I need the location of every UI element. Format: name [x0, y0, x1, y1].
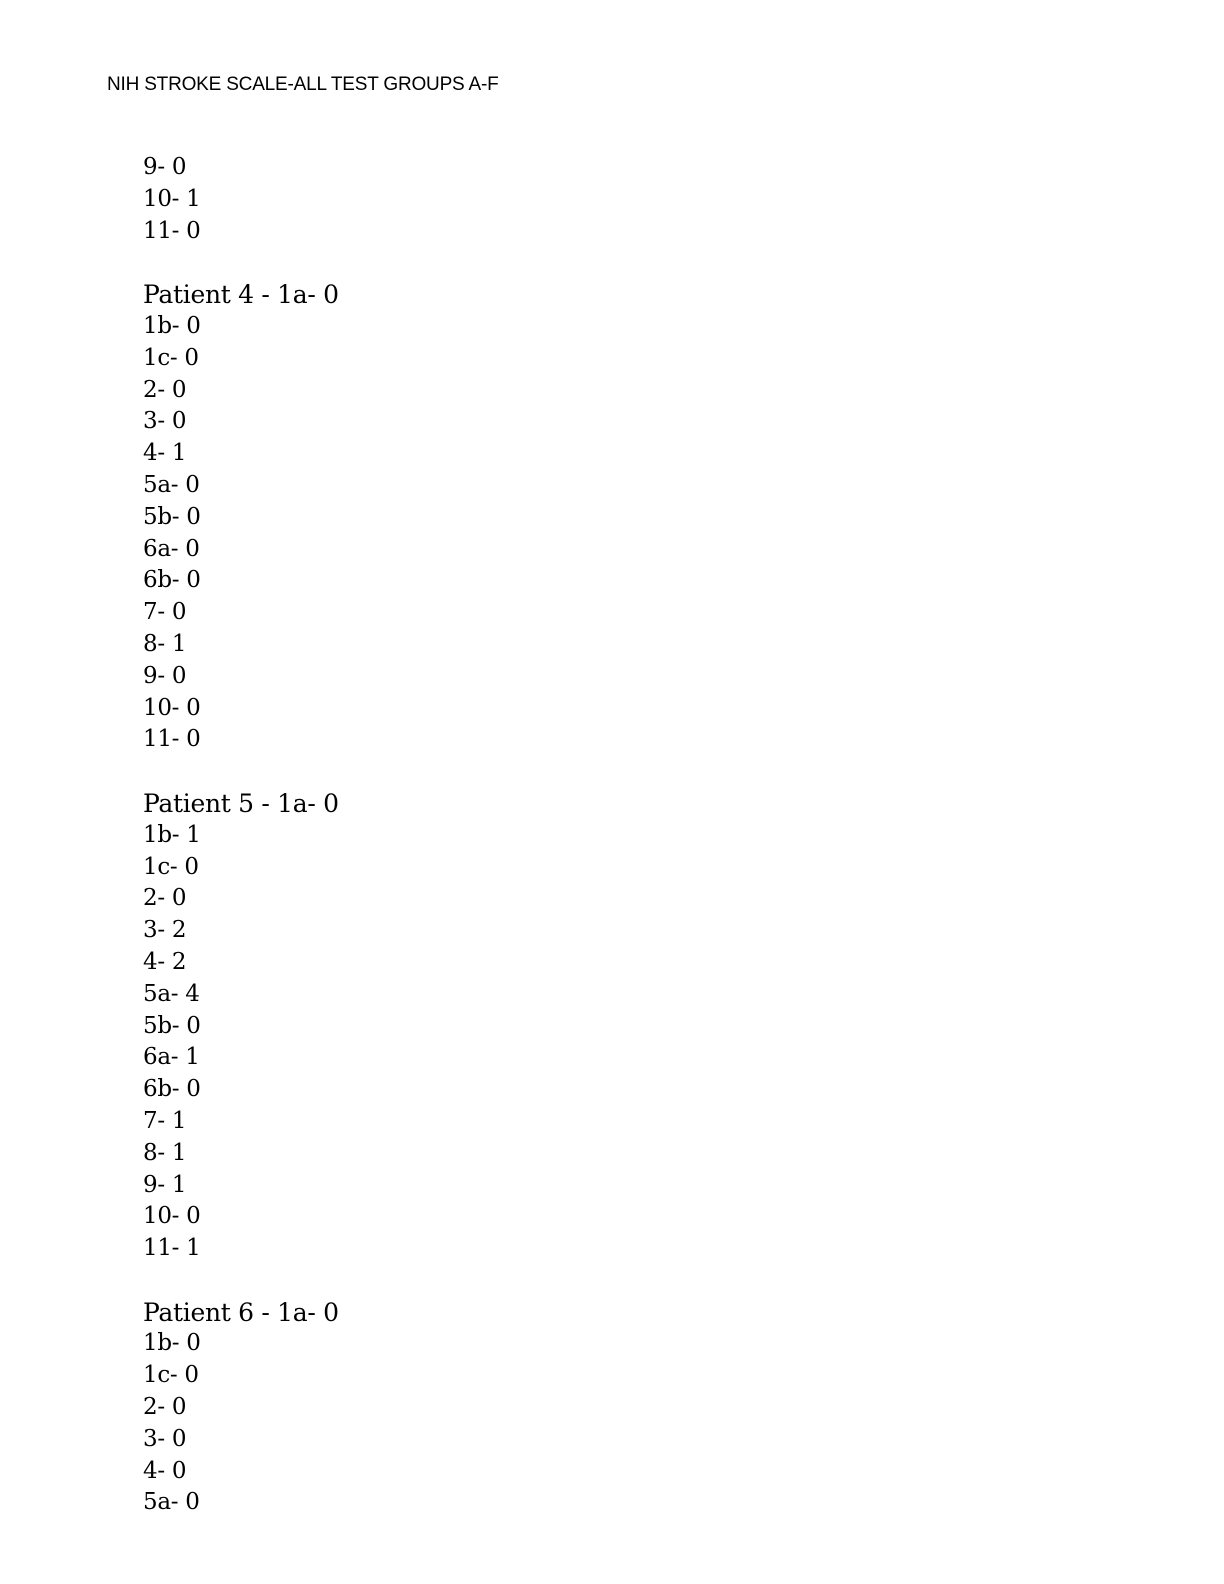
score-line: 1c- 0 — [143, 344, 199, 371]
score-line: 8- 1 — [143, 630, 187, 657]
patient-6-block — [143, 1297, 339, 1520]
patient-4-block — [143, 279, 339, 756]
score-line: 3- 0 — [143, 408, 187, 435]
score-list — [143, 152, 339, 1519]
score-line: 5b- 0 — [143, 503, 201, 530]
score-line: 11- 0 — [143, 217, 201, 244]
score-line: 1b- 0 — [143, 1330, 201, 1357]
score-line: 6b- 0 — [143, 1076, 201, 1103]
section-gap — [143, 1265, 339, 1297]
score-line: 11- 1 — [143, 1235, 201, 1262]
score-line: 3- 0 — [143, 1425, 187, 1452]
score-line: 6a- 1 — [143, 1044, 200, 1071]
patient-5-block — [143, 788, 339, 1265]
score-line: 1b- 0 — [143, 312, 201, 339]
score-line: 2- 0 — [143, 885, 187, 912]
score-line: 2- 0 — [143, 376, 187, 403]
score-line: 7- 0 — [143, 599, 187, 626]
score-line: 4- 2 — [143, 948, 187, 975]
score-line: 3- 2 — [143, 917, 187, 944]
continuation-block — [143, 152, 339, 247]
score-line: 2- 0 — [143, 1394, 187, 1421]
score-line: 5a- 0 — [143, 471, 200, 498]
score-line: 9- 1 — [143, 1171, 187, 1198]
score-line: 5a- 0 — [143, 1489, 200, 1516]
score-line: 10- 0 — [143, 694, 201, 721]
score-line: 1c- 0 — [143, 1362, 199, 1389]
score-line: 1c- 0 — [143, 853, 199, 880]
patient-heading: Patient 5 - 1a- 0 — [143, 788, 339, 818]
score-line: 11- 0 — [143, 726, 201, 753]
score-line: 9- 0 — [143, 154, 187, 180]
patient-heading: Patient 4 - 1a- 0 — [143, 280, 339, 310]
score-line: 4- 0 — [143, 1457, 187, 1484]
page-header: NIH STROKE SCALE-ALL TEST GROUPS A-F — [107, 74, 499, 95]
score-line: 8- 1 — [143, 1139, 187, 1166]
score-line: 6b- 0 — [143, 567, 201, 594]
section-gap — [143, 756, 339, 788]
patient-heading: Patient 6 - 1a- 0 — [143, 1297, 339, 1327]
score-line: 10- 1 — [143, 185, 201, 212]
score-line: 10- 0 — [143, 1203, 201, 1230]
score-line: 1b- 1 — [143, 821, 201, 848]
score-line: 5b- 0 — [143, 1012, 201, 1039]
score-line: 7- 1 — [143, 1107, 187, 1134]
score-line: 9- 0 — [143, 662, 187, 689]
score-line: 5a- 4 — [143, 980, 200, 1007]
section-gap — [143, 247, 339, 279]
score-line: 4- 1 — [143, 440, 187, 467]
score-line: 6a- 0 — [143, 535, 200, 562]
